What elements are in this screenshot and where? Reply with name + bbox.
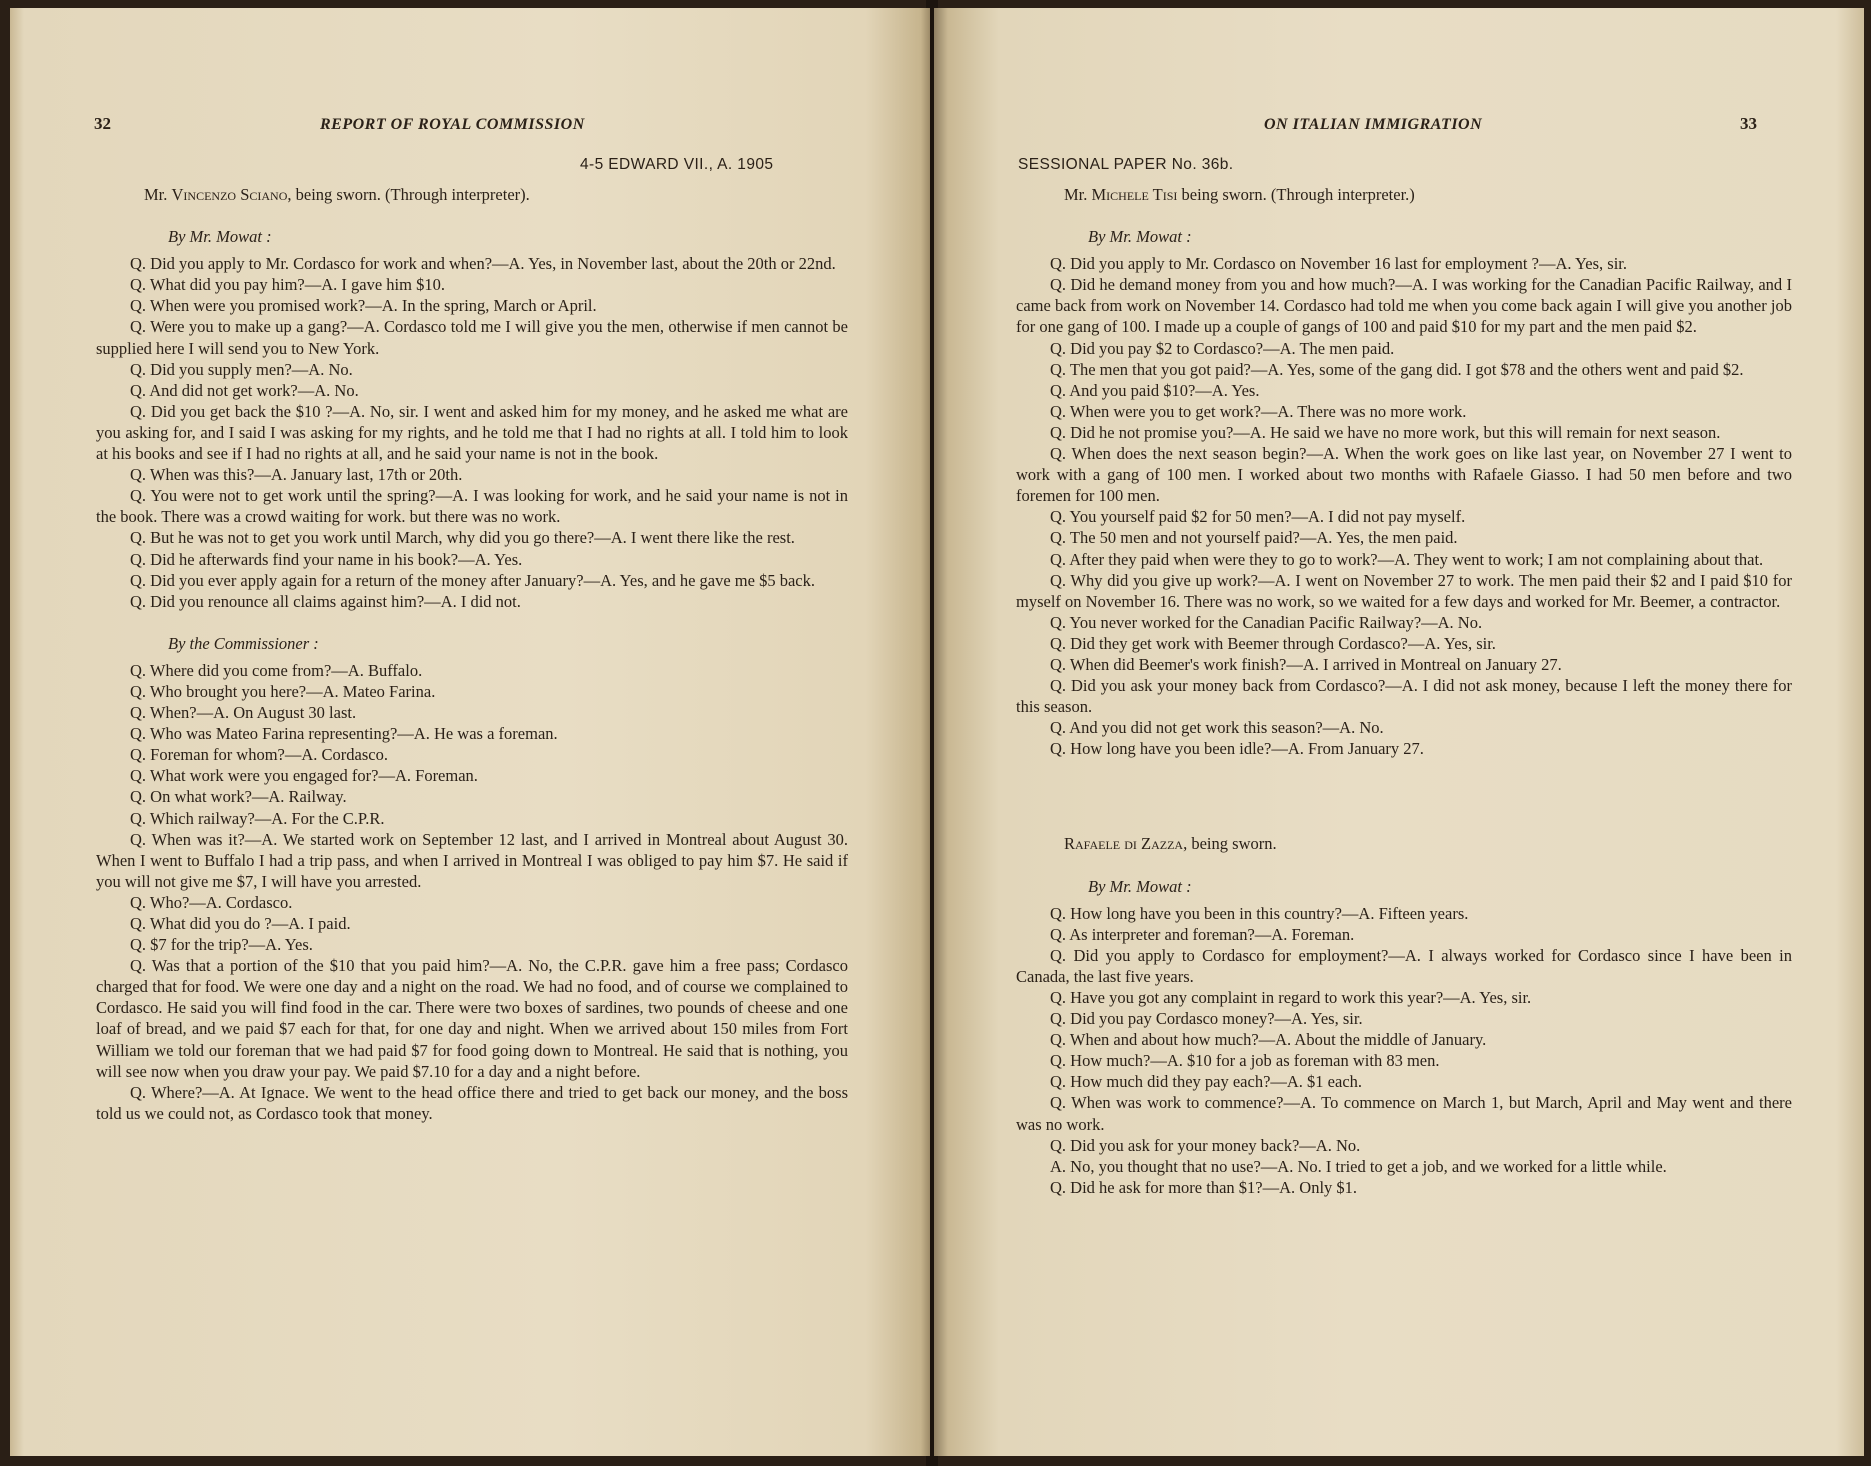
examiner-heading: By Mr. Mowat : bbox=[1088, 876, 1192, 896]
testimony-paragraph: Q. Were you to make up a gang?—A. Cordasco told me I will give you the men, otherwise if men cannot be supplied here I will send you to New York. bbox=[96, 317, 848, 358]
witness-name: Michele Tisi bbox=[1091, 185, 1178, 204]
testimony-paragraph: Q. Where?—A. At Ignace. We went to the head office there and tried to get back our money, and the boss told us we could not, as Cordasco took that money. bbox=[96, 1082, 848, 1123]
testimony-paragraph: Q. And did not get work?—A. No. bbox=[130, 380, 359, 400]
left-page bbox=[10, 8, 930, 1456]
examiner-heading: By Mr. Mowat : bbox=[1088, 227, 1192, 247]
testimony-paragraph: Q. Foreman for whom?—A. Cordasco. bbox=[130, 745, 388, 765]
testimony-paragraph: Q. Did you get back the $10 ?—A. No, sir. I went and asked him for my money, and he asked me what are you asking for, and I said I was asking for my rights, and he told me that I had no rights at all. I told him to look at his books and see if I had no rights at all, and he said your name is not in the book. bbox=[96, 401, 848, 464]
examiner-heading: By Mr. Mowat : bbox=[168, 227, 272, 247]
testimony-paragraph: Q. Did he demand money from you and how much?—A. I was working for the Canadian Pacific Railway, and I came back from work on November 14. Cordasco had told me when you come back again I will give you another job for one gang of 100. I made up a couple of gangs of 100 and paid $10 for my part and the men paid $2. bbox=[1016, 275, 1792, 337]
testimony-paragraph: Q. Did you ask for your money back?—A. No. bbox=[1050, 1135, 1361, 1155]
testimony-paragraph: Q. When were you to get work?—A. There was no more work. bbox=[1050, 401, 1467, 421]
testimony-paragraph: Q. Did he ask for more than $1?—A. Only $1. bbox=[1050, 1177, 1358, 1197]
testimony-paragraph: Q. When was this?—A. January last, 17th or 20th. bbox=[130, 465, 463, 485]
testimony-paragraph: Q. Who?—A. Cordasco. bbox=[130, 892, 293, 912]
testimony-paragraph: Q. As interpreter and foreman?—A. Foreman. bbox=[1050, 924, 1355, 944]
testimony-paragraph: Q. When does the next season begin?—A. When the work goes on like last year, on November 27 I went to work with a gang of 100 men. I worked about two months with Rafaele Giasso. I had 50 men before and two foremen for 100 men. bbox=[1016, 444, 1792, 506]
testimony-paragraph: Q. You were not to get work until the spring?—A. I was looking for work, and he said your name is not in the book. There was a crowd waiting for work. but there was no work. bbox=[96, 486, 848, 527]
testimony-paragraph: Q. Did you pay Cordasco money?—A. Yes, sir. bbox=[1050, 1009, 1363, 1029]
right-page bbox=[934, 8, 1864, 1456]
testimony-block bbox=[96, 660, 848, 1124]
testimony-paragraph: Q. When did Beemer's work finish?—A. I arrived in Montreal on January 27. bbox=[1050, 654, 1562, 674]
testimony-paragraph: Q. How much did they pay each?—A. $1 each. bbox=[1050, 1072, 1363, 1092]
witness-heading: Mr. Michele Tisi being sworn. (Through interpreter.) bbox=[1064, 185, 1415, 204]
testimony-paragraph: Q. How long have you been idle?—A. From January 27. bbox=[1050, 739, 1424, 759]
testimony-paragraph: Q. Did you pay $2 to Cordasco?—A. The men paid. bbox=[1050, 338, 1395, 358]
testimony-paragraph: Q. What did you pay him?—A. I gave him $10. bbox=[130, 275, 445, 295]
page-number: 32 bbox=[94, 114, 111, 133]
testimony-paragraph: Q. But he was not to get you work until March, why did you go there?—A. I went there like the rest. bbox=[130, 528, 795, 548]
testimony-block bbox=[1016, 903, 1792, 1198]
testimony-block bbox=[96, 253, 848, 612]
testimony-paragraph: Q. Did you apply to Mr. Cordasco for work and when?—A. Yes, in November last, about the 20th or 22nd. bbox=[130, 254, 836, 274]
witness-heading: Rafaele di Zazza, being sworn. bbox=[1064, 834, 1277, 854]
testimony-paragraph: Q. Have you got any complaint in regard to work this year?—A. Yes, sir. bbox=[1050, 988, 1532, 1007]
testimony-paragraph: Q. You never worked for the Canadian Pacific Railway?—A. No. bbox=[1050, 612, 1483, 632]
testimony-paragraph: Q. Who was Mateo Farina representing?—A. He was a foreman. bbox=[130, 724, 558, 744]
testimony-paragraph: Q. After they paid when were they to go to work?—A. They went to work; I am not complaining about that. bbox=[1050, 549, 1764, 569]
witness-name: Rafaele di Zazza bbox=[1064, 834, 1184, 854]
testimony-paragraph: Q. The 50 men and not yourself paid?—A. Yes, the men paid. bbox=[1050, 528, 1458, 548]
testimony-paragraph: Q. Did you ever apply again for a return of the money after January?—A. Yes, and he gave me $5 back. bbox=[130, 570, 815, 590]
running-head: ON ITALIAN IMMIGRATION bbox=[1264, 116, 1483, 133]
testimony-paragraph: Q. What work were you engaged for?—A. Foreman. bbox=[130, 766, 478, 786]
testimony-paragraph: Q. Did he afterwards find your name in his book?—A. Yes. bbox=[130, 549, 523, 569]
testimony-paragraph: Q. $7 for the trip?—A. Yes. bbox=[130, 935, 313, 955]
examiner-heading: By the Commissioner : bbox=[168, 633, 319, 653]
testimony-paragraph: Q. Why did you give up work?—A. I went on November 27 to work. The men paid their $2 and I paid $10 for myself on November 16. There was no work, so we waited for a few days and worked for Mr. Beemer, a contractor. bbox=[1016, 570, 1792, 611]
testimony-paragraph: Q. On what work?—A. Railway. bbox=[130, 787, 347, 807]
page-body bbox=[96, 184, 848, 1124]
testimony-paragraph: Q. Who brought you here?—A. Mateo Farina. bbox=[130, 681, 436, 701]
testimony-paragraph: Q. Did you ask your money back from Cordasco?—A. I did not ask money, because I left the money there for this season. bbox=[1016, 676, 1792, 717]
testimony-paragraph: Q. Which railway?—A. For the C.P.R. bbox=[130, 808, 385, 828]
testimony-paragraph: Q. Did you renounce all claims against him?—A. I did not. bbox=[130, 591, 521, 611]
testimony-paragraph: Q. Did you apply to Cordasco for employment?—A. I always worked for Cordasco since I have been in Canada, the last five years. bbox=[1016, 945, 1792, 986]
testimony-paragraph: Q. You yourself paid $2 for 50 men?—A. I did not pay myself. bbox=[1050, 507, 1466, 527]
testimony-paragraph: Q. How long have you been in this country?—A. Fifteen years. bbox=[1050, 903, 1469, 923]
subheader: 4-5 EDWARD VII., A. 1905 bbox=[580, 156, 774, 173]
testimony-paragraph: Q. When and about how much?—A. About the middle of January. bbox=[1050, 1030, 1487, 1050]
testimony-paragraph: Q. What did you do ?—A. I paid. bbox=[130, 914, 351, 933]
testimony-paragraph: Q. When was it?—A. We started work on September 12 last, and I arrived in Montreal about August 30. When I went to Buffalo I had a trip pass, and when I arrived in Montreal I was obliged to pay him $7. He said if you will not give me $7, I will have you arrested. bbox=[96, 829, 848, 891]
page-number: 33 bbox=[1740, 114, 1757, 133]
testimony-block bbox=[1016, 253, 1792, 759]
page-body bbox=[1016, 184, 1792, 1198]
testimony-paragraph: Q. How much?—A. $10 for a job as foreman with 83 men. bbox=[1050, 1051, 1440, 1071]
testimony-paragraph: A. No, you thought that no use?—A. No. I tried to get a job, and we worked for a little while. bbox=[1050, 1156, 1667, 1176]
testimony-paragraph: Q. The men that you got paid?—A. Yes, some of the gang did. I got $78 and the others went and paid $2. bbox=[1050, 359, 1744, 379]
witness-heading: Mr. Vincenzo Sciano, being sworn. (Through interpreter). bbox=[144, 185, 530, 204]
testimony-paragraph: Q. Where did you come from?—A. Buffalo. bbox=[130, 660, 423, 680]
testimony-paragraph: Q. When was work to commence?—A. To commence on March 1, but March, April and May went and there was no work. bbox=[1016, 1093, 1792, 1134]
testimony-paragraph: Q. When?—A. On August 30 last. bbox=[130, 703, 357, 723]
testimony-paragraph: Q. Was that a portion of the $10 that you paid him?—A. No, the C.P.R. gave him a free pass; Cordasco charged that for food. We were one day and a night on the road. We had no food, and of course we complained to Cordasco. He said you will find food in the car. There were two boxes of sardines, two pounds of cheese and one loaf of bread, and we paid $7 each for that, for one day and night. When we arrived about 150 miles from Fort William we told our foreman that we had paid $7 for food going down to Montreal. He said that is nothing, you will see now when you draw your pay. We paid $7.10 for a day and a night before. bbox=[96, 956, 848, 1081]
testimony-paragraph: Q. When were you promised work?—A. In the spring, March or April. bbox=[130, 296, 597, 316]
testimony-paragraph: Q. Did he not promise you?—A. He said we have no more work, but this will remain for next season. bbox=[1050, 422, 1721, 442]
testimony-paragraph: Q. Did you supply men?—A. No. bbox=[130, 359, 353, 379]
testimony-paragraph: Q. And you paid $10?—A. Yes. bbox=[1050, 380, 1260, 400]
witness-name: Vincenzo Sciano bbox=[171, 185, 288, 204]
testimony-paragraph: Q. Did they get work with Beemer through Cordasco?—A. Yes, sir. bbox=[1050, 633, 1496, 653]
testimony-paragraph: Q. And you did not get work this season?—A. No. bbox=[1050, 718, 1384, 738]
subheader: SESSIONAL PAPER No. 36b. bbox=[1018, 156, 1234, 173]
testimony-paragraph: Q. Did you apply to Mr. Cordasco on November 16 last for employment ?—A. Yes, sir. bbox=[1050, 254, 1627, 274]
running-head: REPORT OF ROYAL COMMISSION bbox=[320, 116, 585, 133]
